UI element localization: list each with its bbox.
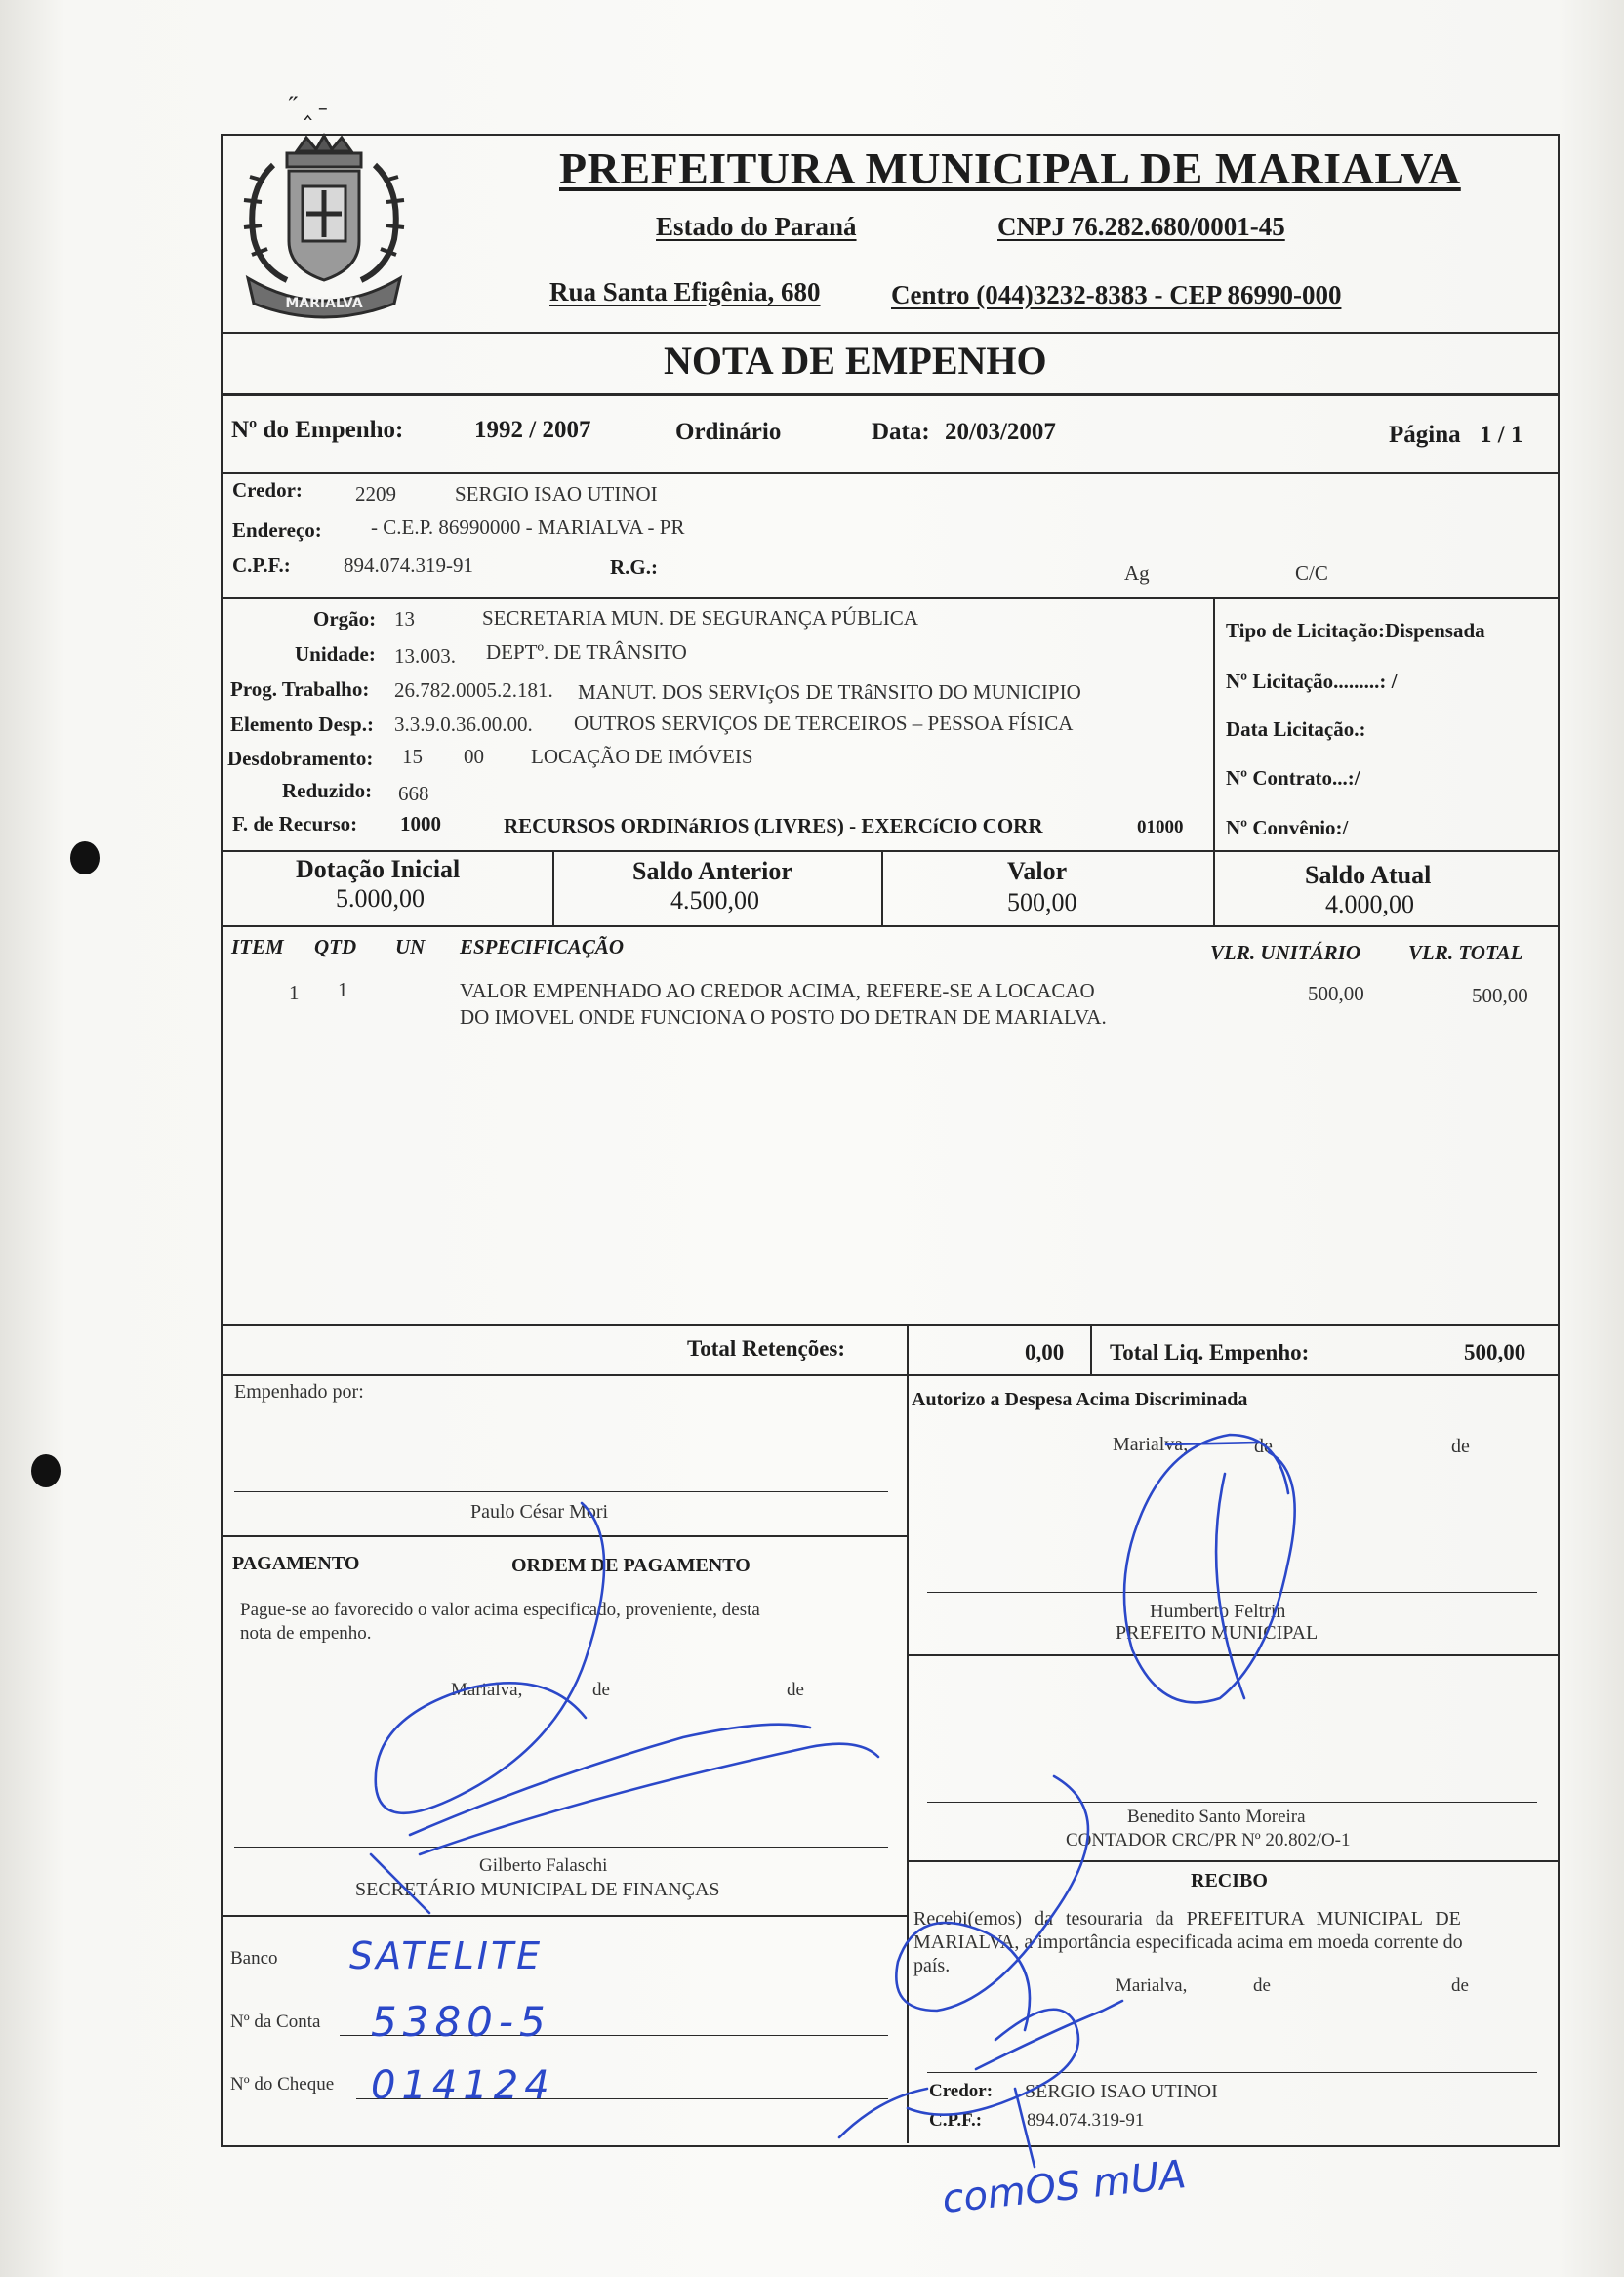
saldo-anterior-label: Saldo Anterior — [632, 857, 792, 885]
desdobramento-name: LOCAÇÃO DE IMÓVEIS — [531, 745, 753, 768]
pagamento-label: PAGAMENTO — [232, 1553, 360, 1574]
recurso-name: RECURSOS ORDINáRIOS (LIVRES) - EXERCíCIO CORR — [504, 814, 1043, 837]
recurso-code: 1000 — [400, 812, 441, 835]
secretario-title: SECRETÁRIO MUNICIPAL DE FINANÇAS — [355, 1879, 720, 1900]
rg-label: R.G.: — [610, 555, 658, 579]
item-number: 1 — [289, 981, 300, 1004]
contador-name: Benedito Santo Moreira — [1127, 1807, 1306, 1827]
liq-empenho-label: Total Liq. Empenho: — [1110, 1340, 1310, 1364]
place-marialva: Marialva, — [1116, 1975, 1188, 1996]
orgao-name: SECRETARIA MUN. DE SEGURANÇA PÚBLICA — [482, 606, 918, 630]
secretario-name: Gilberto Falaschi — [479, 1855, 608, 1876]
numero-contrato: Nº Contrato...:/ — [1226, 766, 1360, 790]
unidade-name: DEPTº. DE TRÂNSITO — [486, 640, 687, 664]
date-de: de — [592, 1680, 610, 1700]
recibo-text-line: país. — [914, 1955, 951, 1976]
numero-convenio: Nº Convênio:/ — [1226, 816, 1349, 839]
item-unit-value: 500,00 — [1308, 982, 1364, 1005]
contador-title: CONTADOR CRC/PR Nº 20.802/O-1 — [1066, 1830, 1351, 1850]
secretario-signature — [371, 1503, 878, 1913]
banco-label: Banco — [230, 1948, 278, 1969]
credor-address: - C.E.P. 86990000 - MARIALVA - PR — [371, 515, 685, 539]
prefeito-name: Humberto Feltrin — [1150, 1601, 1286, 1622]
cpf-label: C.P.F.: — [232, 553, 291, 577]
account-label: C/C — [1295, 561, 1328, 585]
col-qtd: QTD — [314, 935, 357, 958]
orgao-label: Orgão: — [313, 607, 377, 630]
unidade-label: Unidade: — [295, 642, 376, 666]
date-de: de — [787, 1680, 804, 1700]
prog-trabalho-code: 26.782.0005.2.181. — [394, 678, 553, 702]
date-de: de — [1253, 1975, 1271, 1996]
recurso-number: 01000 — [1137, 817, 1184, 837]
dotacao-label: Dotação Inicial — [296, 855, 461, 883]
address-label: Endereço: — [232, 518, 322, 542]
credor-label: Credor: — [232, 478, 303, 502]
reduzido-value: 668 — [398, 782, 429, 805]
desdobramento-sub: 00 — [464, 745, 484, 768]
credor-signature — [839, 1776, 1122, 2167]
municipality-title: PREFEITURA MUNICIPAL DE MARIALVA — [559, 143, 1461, 193]
conta-label: Nº da Conta — [230, 2012, 321, 2032]
street-address: Rua Santa Efigênia, 680 — [549, 277, 821, 306]
cnpj: CNPJ 76.282.680/0001-45 — [997, 212, 1285, 241]
item-qtd: 1 — [338, 978, 348, 1001]
saldo-atual-label: Saldo Atual — [1305, 861, 1432, 889]
place-marialva: Marialva, — [451, 1680, 523, 1700]
prefeito-title: PREFEITO MUNICIPAL — [1116, 1622, 1319, 1644]
empenho-label: Nº do Empenho: — [231, 417, 404, 443]
numero-licitacao: Nº Licitação.........: / — [1226, 670, 1398, 693]
handwritten-note: comOS mUA — [940, 2152, 1189, 2222]
reduzido-label: Reduzido: — [282, 779, 373, 802]
retencoes-value: 0,00 — [1025, 1340, 1065, 1364]
elemento-name: OUTROS SERVIÇOS DE TERCEIROS – PESSOA FÍSICA — [574, 712, 1074, 735]
credor-code: 2209 — [355, 482, 396, 506]
retencoes-label: Total Retenções: — [687, 1336, 846, 1361]
recibo-credor-name: SERGIO ISAO UTINOI — [1025, 2081, 1218, 2102]
item-total-value: 500,00 — [1472, 984, 1528, 1007]
col-un: UN — [395, 935, 426, 958]
empenho-date: 20/03/2007 — [945, 419, 1056, 445]
place-marialva: Marialva, — [1113, 1434, 1189, 1455]
orgao-code: 13 — [394, 607, 415, 630]
page-label: Página — [1389, 422, 1461, 448]
liq-empenho-value: 500,00 — [1464, 1340, 1526, 1364]
recibo-credor-label: Credor: — [929, 2081, 994, 2101]
page-number: 1 / 1 — [1480, 422, 1523, 448]
credor-name: SERGIO ISAO UTINOI — [455, 482, 658, 506]
col-vlr-total: VLR. TOTAL — [1408, 941, 1523, 964]
pague-text-line: Pague-se ao favorecido o valor acima especificado, proveniente, desta — [240, 1600, 760, 1620]
document-title: NOTA DE EMPENHO — [664, 339, 1047, 383]
date-de: de — [1451, 1436, 1470, 1457]
valor-value: 500,00 — [1007, 888, 1077, 916]
date-de: de — [1254, 1436, 1273, 1457]
date-de: de — [1451, 1975, 1469, 1996]
item-spec-line: VALOR EMPENHADO AO CREDOR ACIMA, REFERE-SE A LOCACAO — [460, 979, 1095, 1002]
svg-text:MARIALVA: MARIALVA — [285, 296, 363, 311]
saldo-anterior-value: 4.500,00 — [670, 886, 759, 915]
item-spec-line: DO IMOVEL ONDE FUNCIONA O POSTO DO DETRAN DE MARIALVA. — [460, 1005, 1107, 1029]
handwritten-banco: SATELITE — [349, 1934, 544, 1977]
cheque-label: Nº do Cheque — [230, 2074, 335, 2094]
prog-trabalho-label: Prog. Trabalho: — [230, 677, 370, 701]
empenho-number: 1992 / 2007 — [474, 417, 591, 443]
recibo-text-line: Recebi(emos) da tesouraria da PREFEITURA MUNICIPAL DE — [914, 1908, 1461, 1930]
recibo-text-line: MARIALVA, a importância especificada acima em moeda corrente do — [914, 1931, 1463, 1953]
desdobramento-label: Desdobramento: — [227, 747, 374, 770]
recibo-cpf: 894.074.319-91 — [1027, 2110, 1145, 2131]
pague-text-line: nota de empenho. — [240, 1623, 372, 1644]
ordem-pagamento-label: ORDEM DE PAGAMENTO — [511, 1555, 751, 1576]
elemento-label: Elemento Desp.: — [230, 712, 374, 736]
recibo-cpf-label: C.P.F.: — [929, 2110, 983, 2131]
handwritten-conta: 5380-5 — [371, 1998, 551, 2046]
state-name: Estado do Paraná — [656, 212, 857, 241]
empenhado-por-label: Empenhado por: — [234, 1381, 364, 1403]
desdobramento-code: 15 — [402, 745, 423, 768]
col-item: ITEM — [231, 935, 284, 958]
phone-cep: Centro (044)3232-8383 - CEP 86990-000 — [891, 280, 1342, 309]
data-licitacao: Data Licitação.: — [1226, 717, 1366, 741]
prog-trabalho-name: MANUT. DOS SERVIçOS DE TRâNSITO DO MUNICIPIO — [578, 680, 1081, 704]
credor-cpf: 894.074.319-91 — [344, 553, 473, 577]
tipo-licitacao: Tipo de Licitação:Dispensada — [1226, 619, 1485, 642]
saldo-atual-value: 4.000,00 — [1325, 890, 1414, 918]
empenhado-name: Paulo César Mori — [470, 1501, 609, 1523]
scan-mark: ˝ ‸ ˗ — [289, 92, 328, 120]
col-especificacao: ESPECIFICAÇÃO — [460, 935, 625, 958]
handwritten-cheque: 014124 — [371, 2063, 555, 2108]
autorizo-label: Autorizo a Despesa Acima Discriminada — [912, 1389, 1248, 1410]
recibo-label: RECIBO — [1191, 1870, 1268, 1891]
date-label: Data: — [872, 419, 930, 445]
valor-label: Valor — [1007, 857, 1068, 885]
recurso-label: F. de Recurso: — [232, 812, 358, 835]
empenho-type: Ordinário — [675, 419, 782, 445]
prefeito-signature — [1124, 1435, 1295, 1702]
elemento-code: 3.3.9.0.36.00.00. — [394, 712, 533, 736]
agency-label: Ag — [1124, 561, 1150, 585]
dotacao-value: 5.000,00 — [336, 884, 425, 913]
col-vlr-unitario: VLR. UNITÁRIO — [1210, 941, 1361, 964]
unidade-code: 13.003. — [394, 644, 456, 668]
